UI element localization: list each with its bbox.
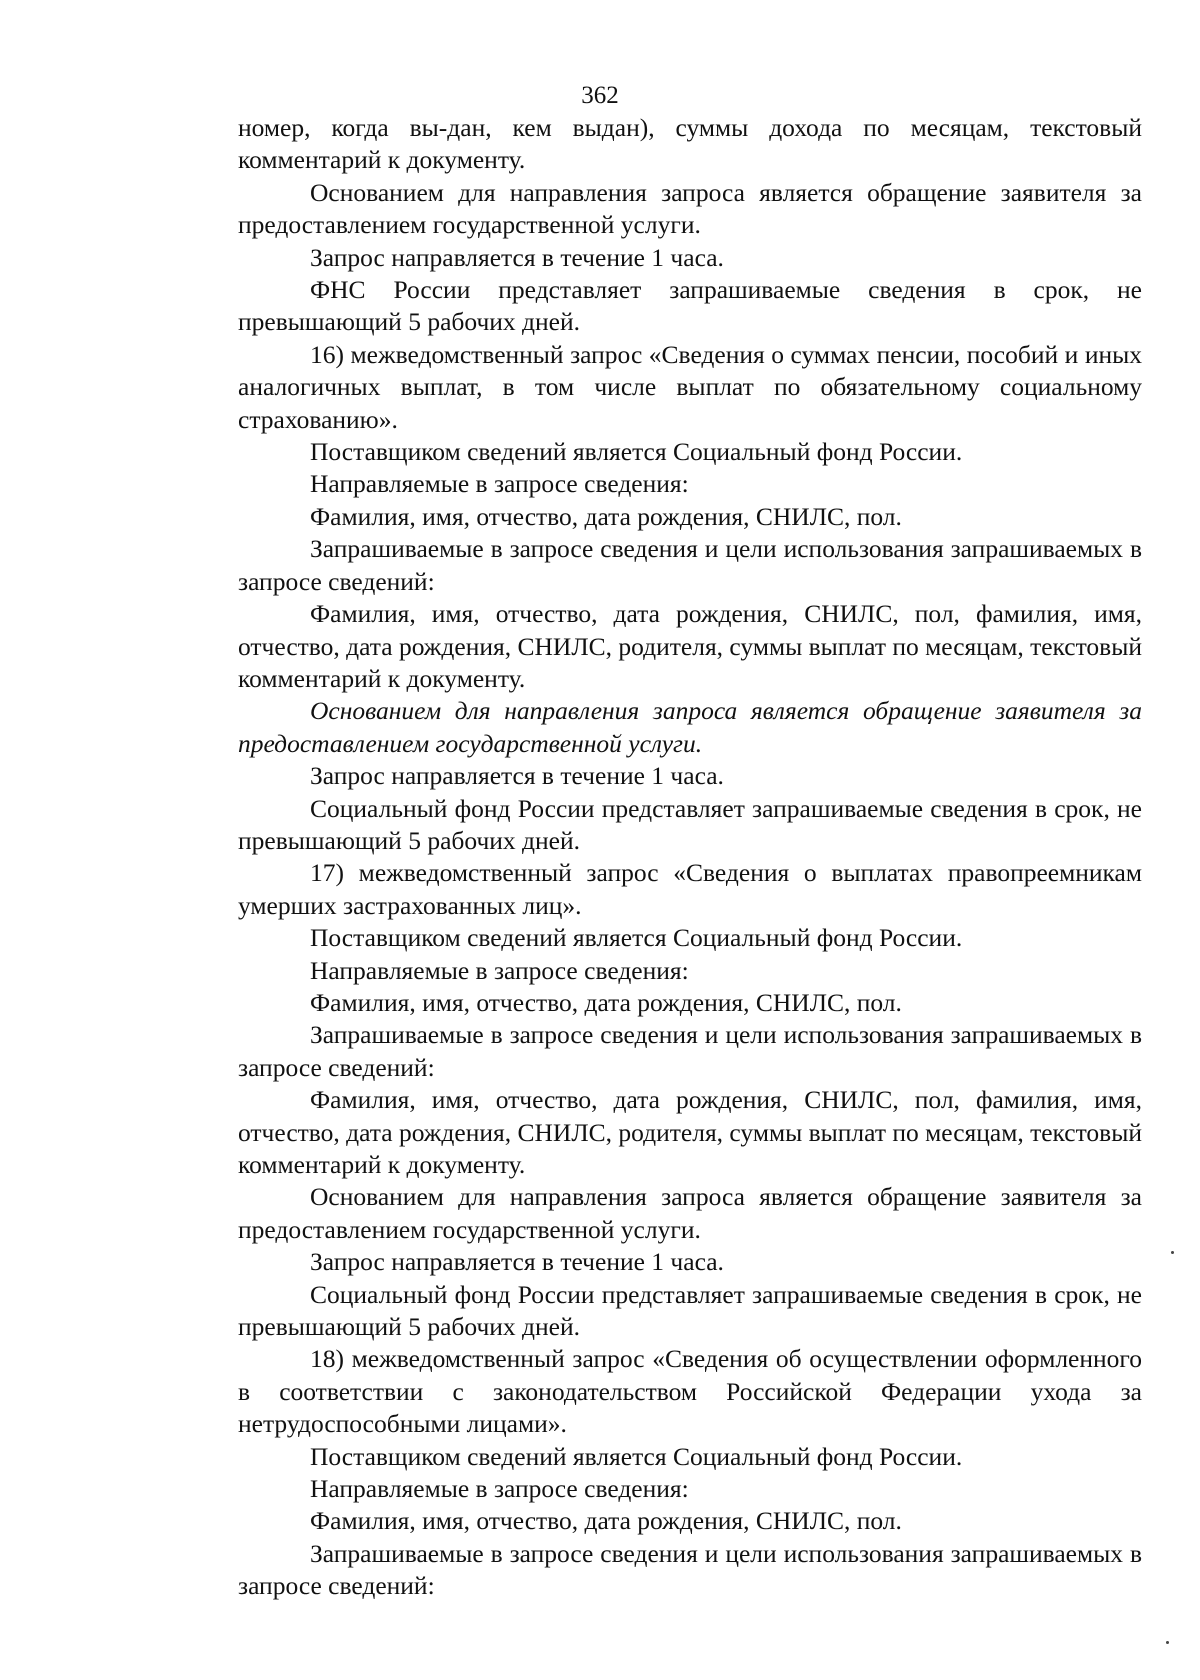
paragraph-timing: Запрос направляется в течение 1 часа. [310,242,724,272]
paragraph-request-17: 17) межведомственный запрос «Сведения о выплатах правопреемникам умерших застрахованных лиц». [238,858,1142,920]
paragraph-sent-data: Направляемые в запросе сведения: [310,469,689,499]
page-number: 362 [581,82,619,109]
paragraph-requested-fields: Фамилия, имя, отчество, дата рождения, СНИЛС, пол, фамилия, имя, отчество, дата рождения, СНИЛС, родителя, суммы выплат по месяцам, текстовый комментарий к документу. [238,599,1143,693]
paragraph-requested-data: Запрашиваемые в запросе сведения и цели использования запрашиваемых в запросе сведений: [238,1020,1142,1082]
paragraph-fields: Фамилия, имя, отчество, дата рождения, СНИЛС, пол. [310,501,902,531]
paragraph-supplier: Поставщиком сведений является Социальный фонд России. [310,437,963,467]
scan-speck [1166,1641,1169,1644]
paragraph-continuation: номер, когда вы-дан, кем выдан), суммы дохода по месяцам, текстовый комментарий к документу. [238,113,1142,175]
paragraph-requested-data: Запрашиваемые в запросе сведения и цели использования запрашиваемых в запросе сведений: [238,534,1142,596]
scan-speck [1171,1251,1174,1254]
paragraph-timing: Запрос направляется в течение 1 часа. [310,761,724,791]
paragraph-supplier: Поставщиком сведений является Социальный фонд России. [310,923,963,953]
paragraph-basis: Основанием для направления запроса является обращение заявителя за предоставлением государственной услуги. [238,1182,1142,1244]
paragraph-deadline: Социальный фонд России представляет запрашиваемые сведения в срок, не превышающий 5 рабочих дней. [238,793,1142,855]
document-body [238,112,1142,1603]
paragraph-requested-data: Запрашиваемые в запросе сведения и цели использования запрашиваемых в запросе сведений: [238,1538,1142,1601]
paragraph-request-18: 18) межведомственный запрос «Сведения об осуществлении оформленного в соответствии с законодательством Российской Федерации ухода за нетрудоспособными лицами». [238,1344,1142,1439]
paragraph-requested-fields: Фамилия, имя, отчество, дата рождения, СНИЛС, пол, фамилия, имя, отчество, дата рождения, СНИЛС, родителя, суммы выплат по месяцам, текстовый комментарий к документу. [238,1085,1143,1179]
paragraph-deadline: ФНС России представляет запрашиваемые сведения в срок, не превышающий 5 рабочих дней. [238,275,1142,337]
paragraph-sent-data: Направляемые в запросе сведения: [310,955,689,985]
paragraph-request-16: 16) межведомственный запрос «Сведения о суммах пенсии, пособий и иных аналогичных выплат, в том числе выплат по обязательному социальному страхованию». [238,339,1142,434]
paragraph-sent-data: Направляемые в запросе сведения: [310,1474,689,1504]
paragraph-basis: Основанием для направления запроса является обращение заявителя за предоставлением государственной услуги. [238,177,1142,240]
paragraph-basis: Основанием для направления запроса является обращение заявителя за предоставлением государственной услуги. [238,696,1142,758]
paragraph-supplier: Поставщиком сведений является Социальный фонд России. [310,1441,963,1471]
paragraph-fields: Фамилия, имя, отчество, дата рождения, СНИЛС, пол. [310,987,902,1017]
paragraph-timing: Запрос направляется в течение 1 часа. [310,1247,724,1277]
paragraph-fields: Фамилия, имя, отчество, дата рождения, СНИЛС, пол. [310,1506,902,1536]
paragraph-deadline: Социальный фонд России представляет запрашиваемые сведения в срок, не превышающий 5 рабочих дней. [238,1279,1142,1342]
